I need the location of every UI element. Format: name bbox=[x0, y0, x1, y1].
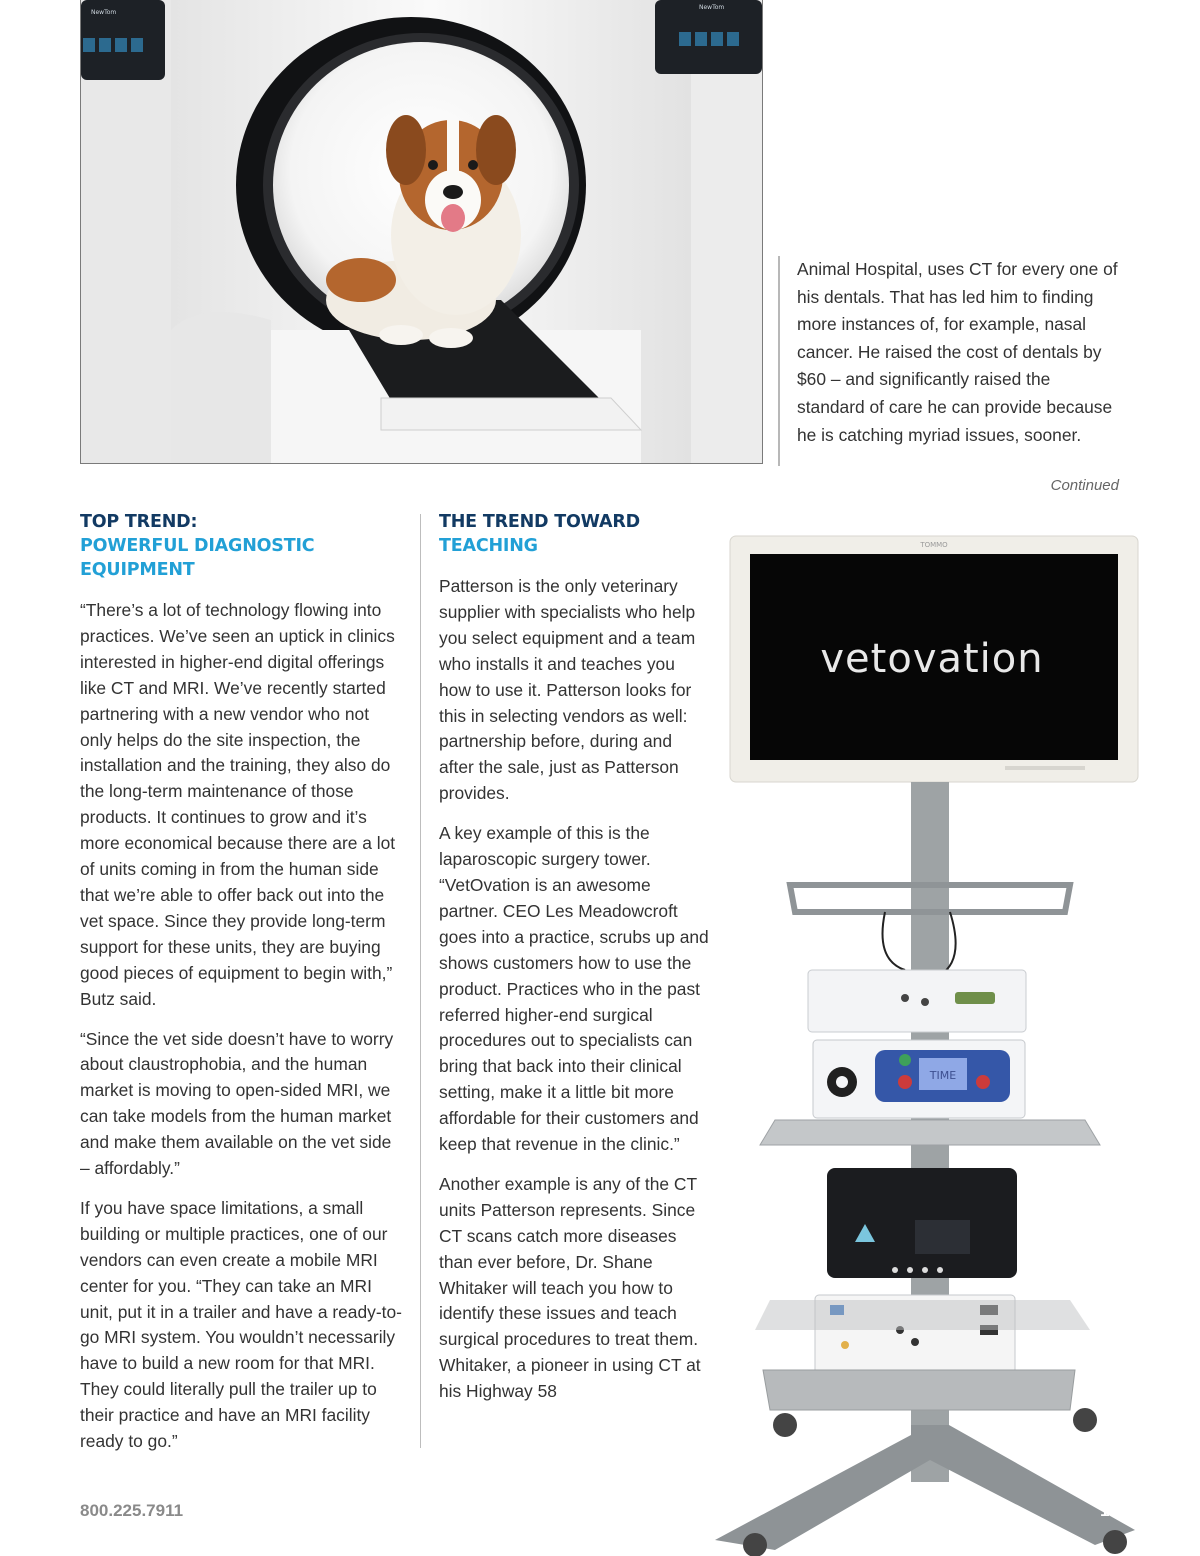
side-text-paragraph: Animal Hospital, uses CT for every one of his dentals. That has led him to finding more instances of, for example, nasal cancer. He raised the cost of dentals by $60 – and significantly raised the standard of care he can provide because he is catching myriad issues, sooner. bbox=[797, 259, 1118, 445]
column-2-heading-line-2: TEACHING bbox=[439, 536, 538, 556]
page-number: 17 bbox=[1100, 1501, 1119, 1520]
vetovation-logo: vetovation bbox=[820, 636, 1044, 682]
column-1-paragraph: If you have space limitations, a small building or multiple practices, one of our vendors can even create a mobile MRI center for you. “They can take an MRI unit, put it in a trailer and have a ready-to-go MRI system. You wouldn’t necessarily have to build a new room for that MRI. They could literally pull the trailer up to their practice and have an MRI facility ready to go.” bbox=[80, 1197, 402, 1452]
column-1-heading-line-1: TOP TREND: bbox=[80, 512, 198, 532]
right-screen-brand: NewTom bbox=[699, 4, 725, 11]
tower-bottom-shelf bbox=[763, 1370, 1075, 1410]
column-1-paragraph: “Since the vet side doesn’t have to worry about claustrophobia, and the human market is moving to open-sided MRI, we can take models from the human market and make them available on the vet side – affordably.” bbox=[80, 1028, 394, 1179]
column-1-heading bbox=[80, 510, 405, 582]
article-column-2 bbox=[439, 510, 709, 1419]
column-2-heading-line-1: THE TREND TOWARD bbox=[439, 512, 640, 532]
laparoscopic-tower-photo bbox=[715, 530, 1155, 1556]
continued-label: Continued bbox=[1050, 477, 1119, 494]
camera-controller-unit bbox=[827, 1168, 1017, 1278]
left-control-screen bbox=[81, 0, 165, 80]
left-screen-brand: NewTom bbox=[91, 9, 117, 16]
column-divider bbox=[420, 514, 421, 1448]
column-2-paragraph: Patterson is the only veterinary supplier with specialists who help you select equipment and a team who installs it and teaches you how to use it. Patterson looks for this in selecting vendors as well: partnership before, during and after the sale, just as Patterson provides. bbox=[439, 576, 696, 804]
ct-scanner-illustration bbox=[81, 0, 762, 463]
column-2-heading bbox=[439, 510, 709, 558]
insufflator-unit bbox=[813, 1040, 1025, 1118]
column-2-paragraph: Another example is any of the CT units Patterson represents. Since CT scans catch more diseases than ever before, Dr. Shane Whitaker will teach you how to identify these issues and teach surgical procedures to treat them. Whitaker, a pioneer in using CT at his Highway 58 bbox=[439, 1173, 701, 1402]
side-text-column bbox=[778, 256, 1120, 466]
column-1-heading-line-2: POWERFUL DIAGNOSTIC EQUIPMENT bbox=[80, 536, 315, 580]
column-1-paragraph: “There’s a lot of technology flowing into practices. We’ve seen an uptick in clinics interested in higher-end digital offerings like CT and MRI. We’ve recently started partnering with a new vendor who not only helps do the site inspection, the installation and the training, they also do the long-term maintenance of those products. It continues to grow and it’s more economical because there are a lot of units coming in from the human side that we’re able to offer back out into the vet space. Since they provide long-term support for these units, they are buying good pieces of equipment to begin with,” Butz said. bbox=[80, 600, 396, 1009]
insufflator-display-text: TIME bbox=[929, 1069, 957, 1082]
column-2-paragraph: A key example of this is the laparoscopic surgery tower. “VetOvation is an awesome partner. CEO Les Meadowcroft goes into a practice, scrubs up and shows customers how to use the product. Practices who in the past referred higher-end surgical procedures out to specialists can bring that back into their clinical setting, make it a little bit more affordable for their customers and keep that revenue in the clinic.” bbox=[439, 823, 709, 1155]
footer-phone-number: 800.225.7911 bbox=[80, 1501, 184, 1520]
tower-shelf bbox=[760, 1120, 1100, 1145]
light-source-unit bbox=[808, 970, 1026, 1032]
monitor-brand: TOMMO bbox=[920, 541, 948, 549]
tower-monitor bbox=[730, 536, 1138, 782]
ct-scanner-photo bbox=[80, 0, 763, 464]
right-control-screen bbox=[655, 0, 762, 74]
article-column-1 bbox=[80, 510, 405, 1469]
